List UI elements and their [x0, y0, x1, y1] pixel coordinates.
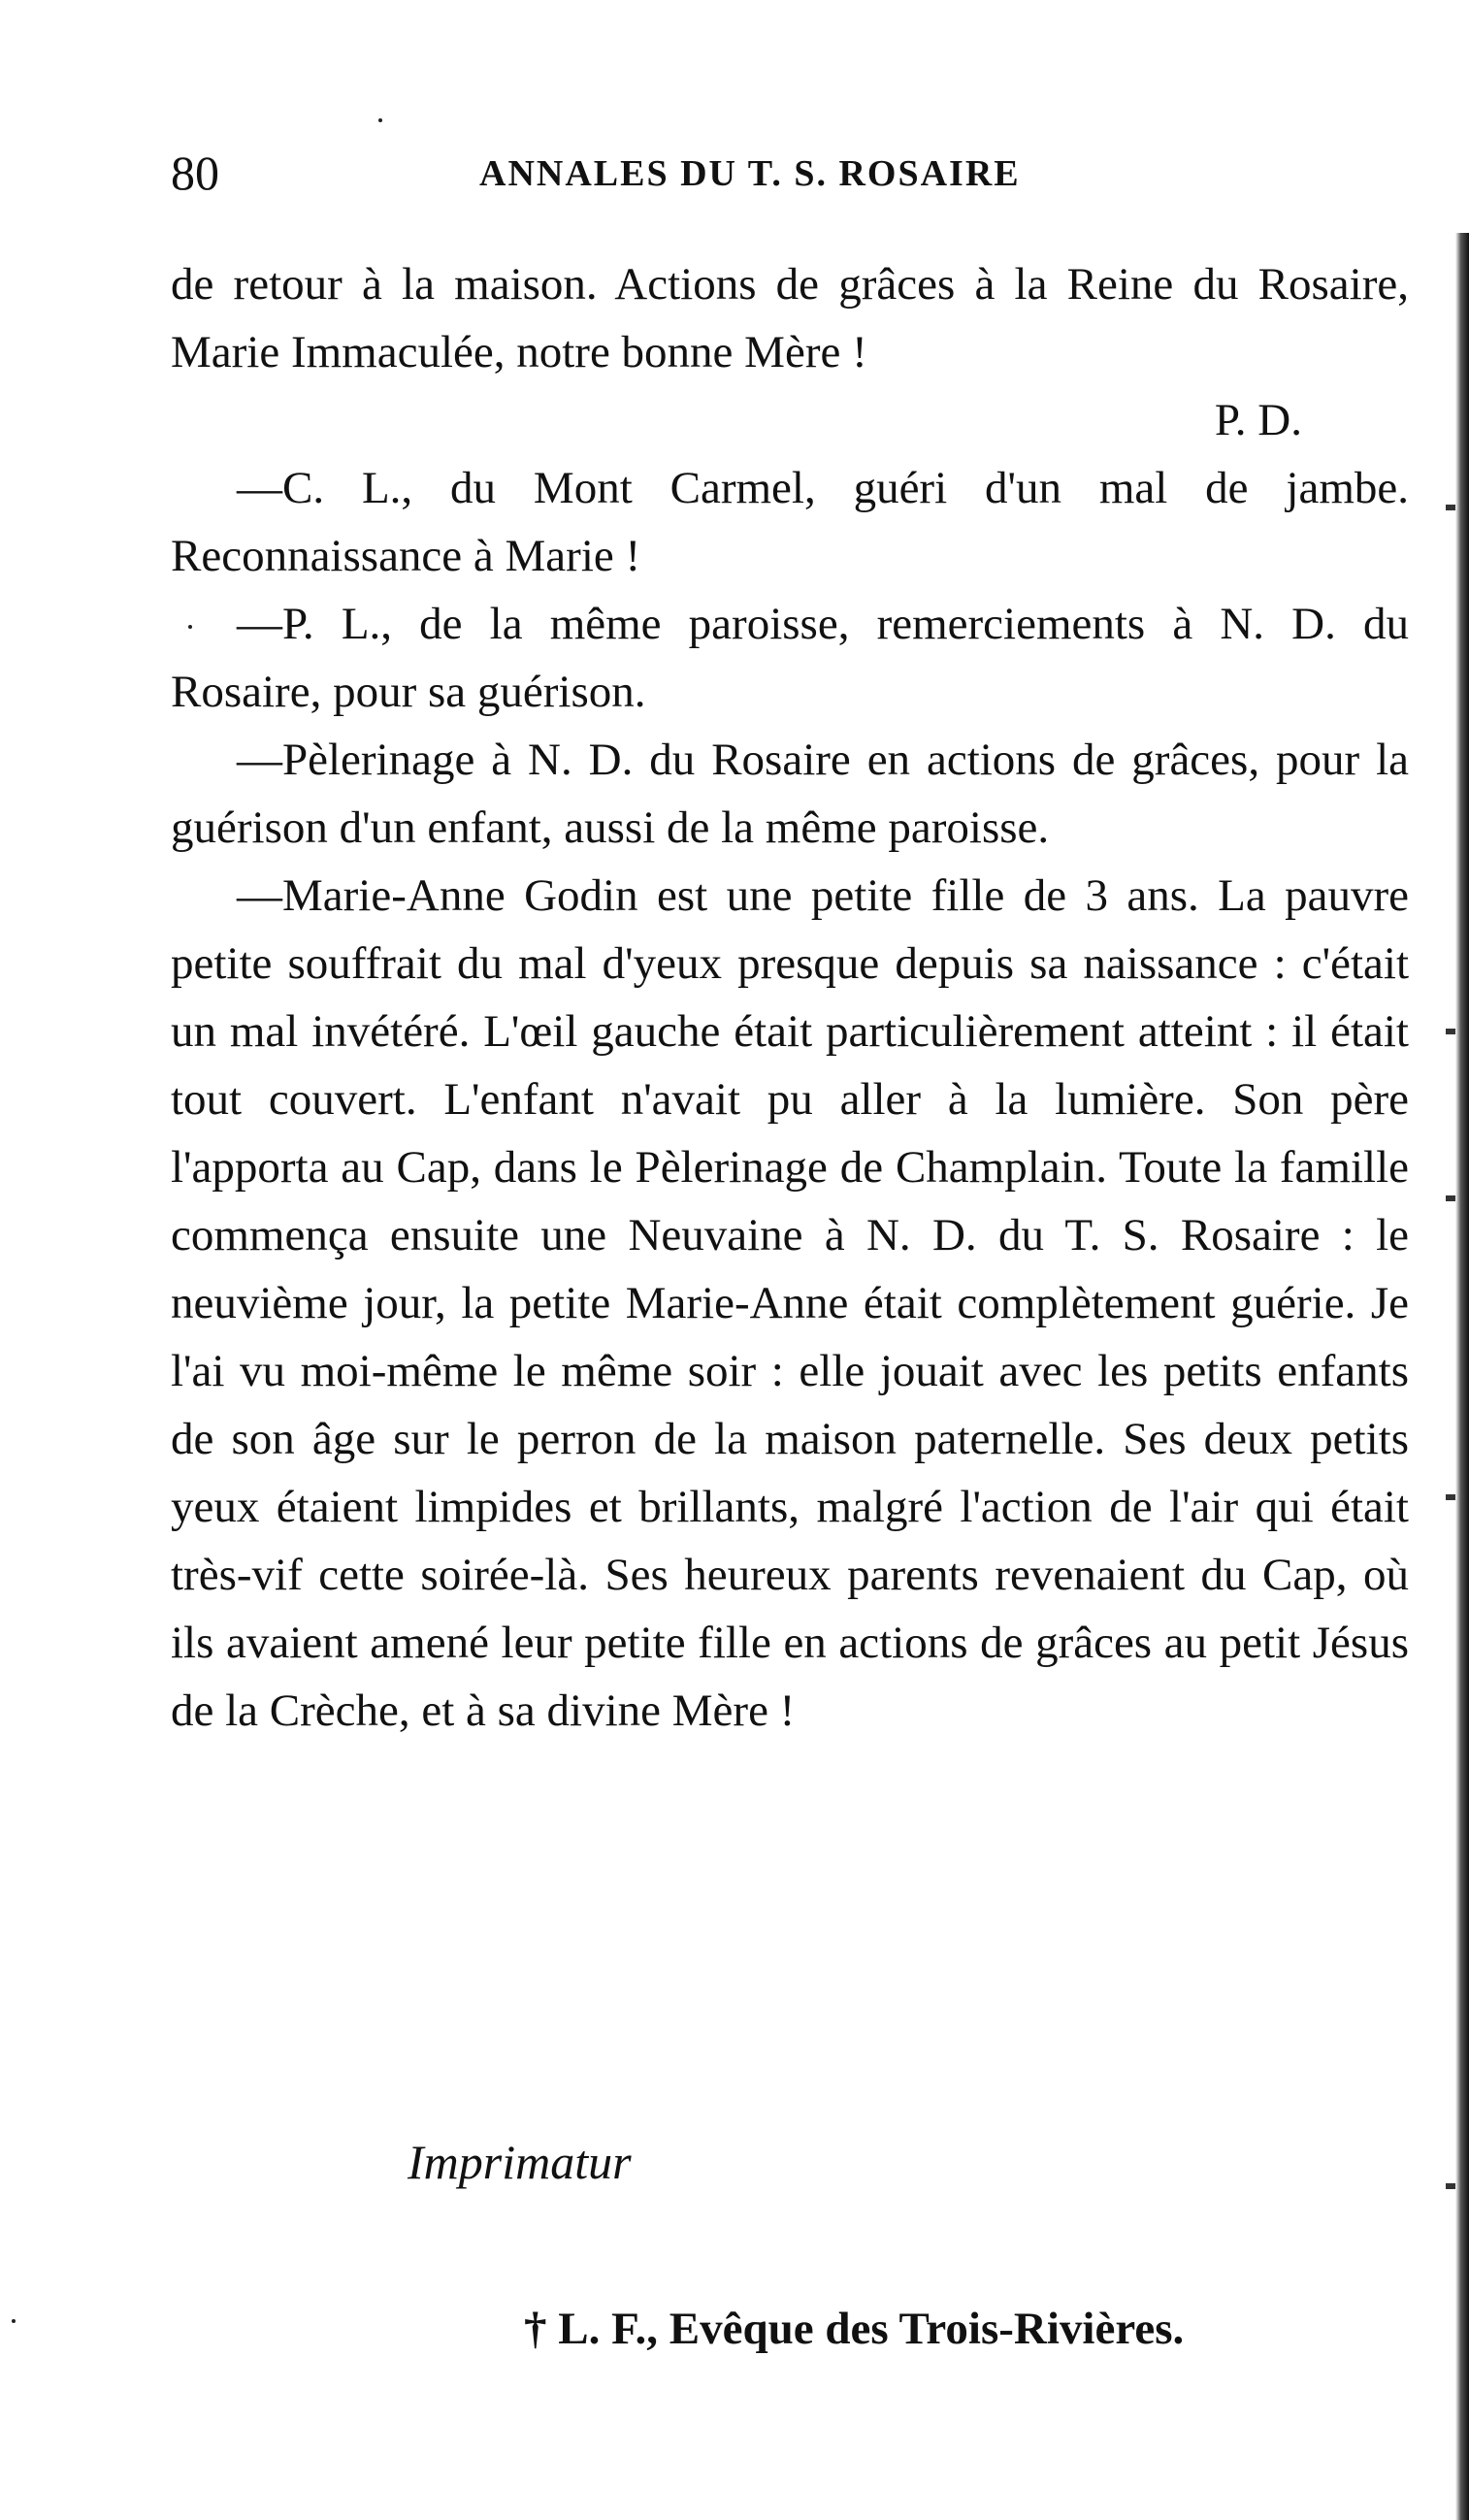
running-title: ANNALES DU T. S. ROSAIRE	[479, 153, 1021, 194]
paragraph-entry: —C. L., du Mont Carmel, guéri d'un mal de jambe. Reconnaissance à Marie !	[171, 463, 1409, 581]
paragraph-signature: P. D.	[1214, 395, 1302, 445]
edge-mark	[1446, 1195, 1455, 1201]
body-text	[171, 250, 1409, 1745]
paragraph-continuation: de retour à la maison. Actions de grâces à la Reine du Rosaire, Marie Immaculée, notre bonne Mère !	[171, 259, 1409, 377]
paragraph-entry: —P. L., de la même paroisse, remerciements à N. D. du Rosaire, pour sa guérison.	[171, 599, 1409, 717]
scan-speck	[378, 118, 382, 122]
bishop-approval: † L. F., Evêque des Trois-Rivières.	[524, 2304, 1185, 2354]
edge-mark	[1446, 1029, 1455, 1034]
edge-mark	[1446, 1494, 1455, 1500]
page-number: 80	[171, 146, 219, 200]
edge-mark	[1446, 2183, 1455, 2189]
binding-shadow	[1455, 233, 1469, 2520]
scan-speck	[12, 2319, 16, 2323]
running-head	[171, 144, 1432, 202]
edge-mark	[1446, 505, 1455, 510]
paragraph-entry: —Marie-Anne Godin est une petite fille de 3 ans. La pauvre petite souffrait du mal d'yeux presque depuis sa naissance : c'était un mal invétéré. L'œil gauche était particulièrement atteint : il était tout couvert. L'enfant n'avait pu aller à la lumière. Son père l'apporta au Cap, dans le Pèlerinage de Champlain. Toute la famille commença ensuite une Neuvaine à N. D. du T. S. Rosaire : le neuvième jour, la petite Marie-Anne était complètement guérie. Je l'ai vu moi-même le même soir : elle jouait avec les petits enfants de son âge sur le perron de la maison paternelle. Ses deux petits yeux étaient limpides et brillants, malgré l'action de l'air qui était très-vif cette soirée-là. Ses heureux parents revenaient du Cap, où ils avaient amené leur petite fille en actions de grâces au petit Jésus de la Crèche, et à sa divine Mère !	[171, 870, 1409, 1736]
imprimatur: Imprimatur	[408, 2135, 632, 2189]
paragraph-entry: —Pèlerinage à N. D. du Rosaire en actions de grâces, pour la guérison d'un enfant, aussi de la même paroisse.	[171, 735, 1409, 853]
